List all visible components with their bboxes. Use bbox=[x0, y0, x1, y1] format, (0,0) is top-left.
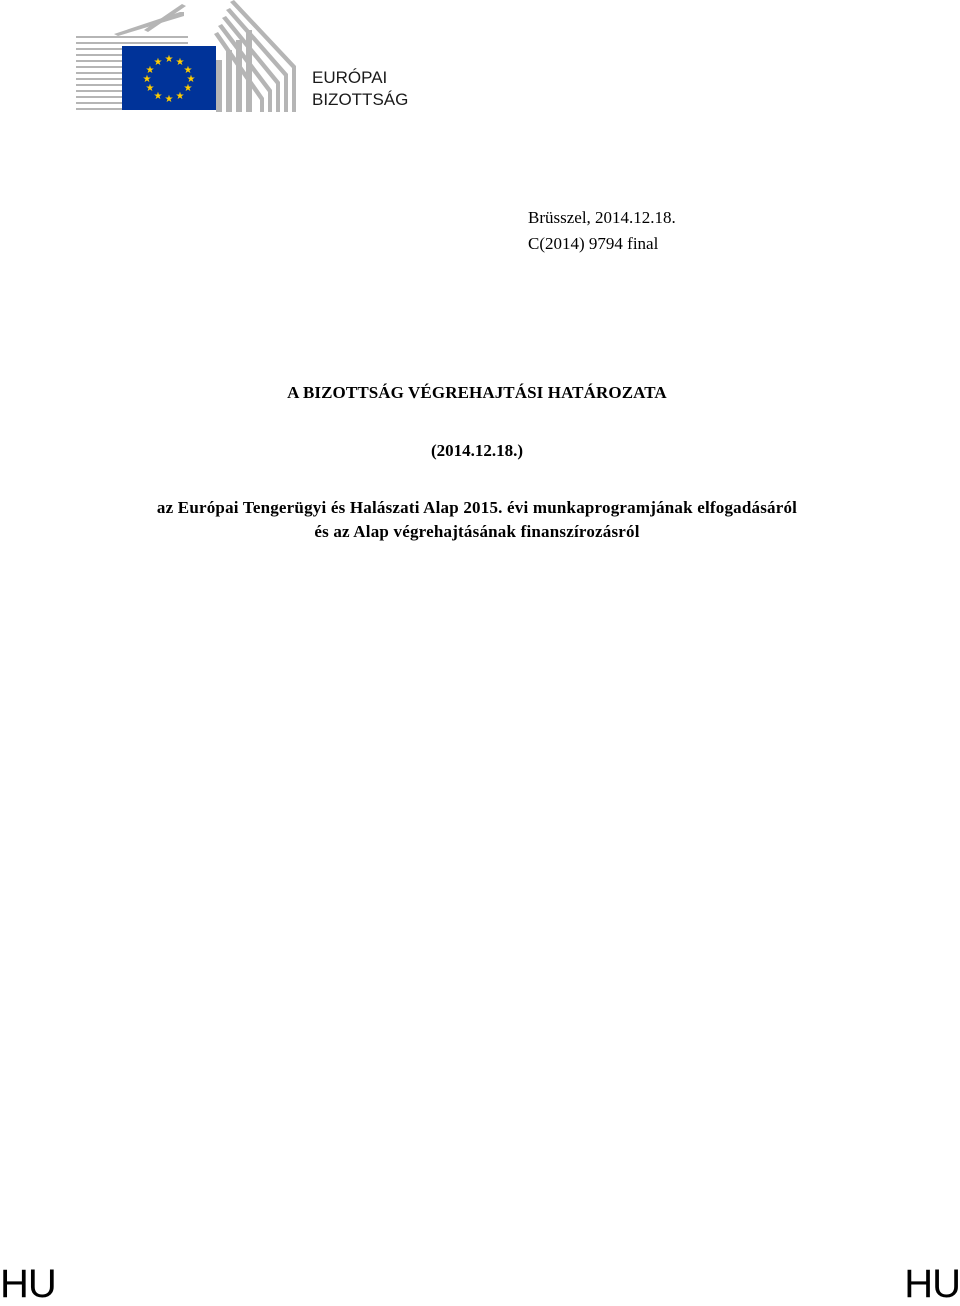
document-meta bbox=[528, 205, 676, 257]
organisation-name bbox=[312, 67, 408, 111]
document-date: (2014.12.18.) bbox=[430, 441, 524, 460]
svg-text:★: ★ bbox=[145, 65, 155, 76]
svg-text:★: ★ bbox=[175, 57, 185, 68]
language-code-right: HU bbox=[904, 1262, 960, 1306]
document-subject bbox=[0, 496, 954, 544]
document-reference: C(2014) 9794 final bbox=[528, 234, 659, 253]
svg-text:★: ★ bbox=[183, 83, 193, 94]
org-name-line2: BIZOTTSÁG bbox=[312, 90, 409, 109]
svg-text:★: ★ bbox=[142, 74, 152, 85]
svg-text:★: ★ bbox=[186, 74, 196, 85]
svg-text:★: ★ bbox=[175, 91, 185, 102]
language-code-left: HU bbox=[0, 1262, 56, 1306]
european-commission-logo bbox=[74, 0, 298, 112]
svg-text:★: ★ bbox=[153, 57, 163, 68]
subject-line-1: az Európai Tengerügyi és Halászati Alap 2015. évi munkaprogramjának elfogadásáról bbox=[156, 498, 798, 517]
place-date: Brüsszel, 2014.12.18. bbox=[528, 208, 676, 227]
subject-line-2: és az Alap végrehajtásának finanszírozásról bbox=[314, 522, 640, 541]
svg-text:★: ★ bbox=[164, 54, 174, 65]
svg-text:★: ★ bbox=[164, 94, 174, 105]
document-title: A BIZOTTSÁG VÉGREHAJTÁSI HATÁROZATA bbox=[287, 383, 667, 402]
svg-text:★: ★ bbox=[153, 91, 163, 102]
org-name-line1: EURÓPAI bbox=[312, 68, 388, 87]
svg-text:★: ★ bbox=[145, 83, 155, 94]
svg-text:★: ★ bbox=[183, 65, 193, 76]
